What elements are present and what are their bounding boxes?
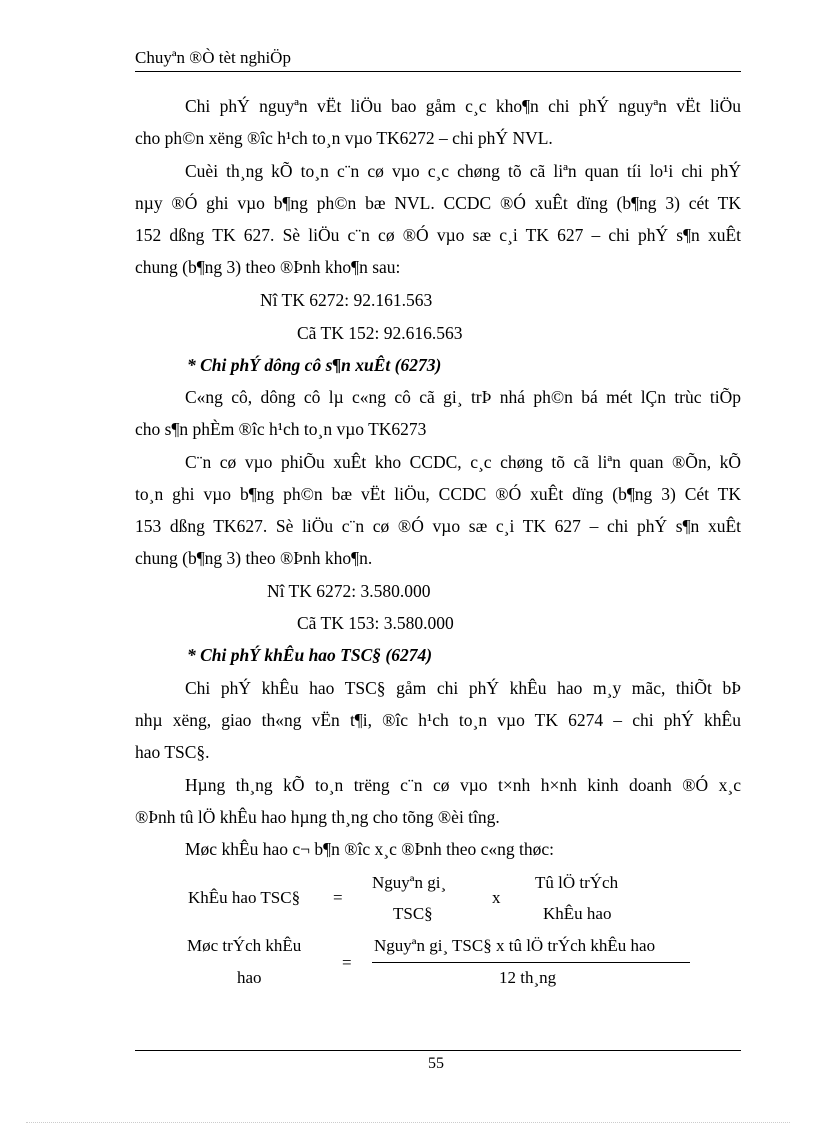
page-number: 55 <box>428 1055 444 1072</box>
fraction-bar <box>372 962 690 963</box>
paragraph-line: nµy ®Ó ghi vµo b¶ng ph©n bæ NVL. CCDC ®Ó xuÊt dïng (b¶ng 3) cét TK <box>135 193 741 213</box>
section-heading: * Chi phÝ khÊu hao TSC§ (6274) <box>187 645 433 665</box>
formula-times: x <box>492 888 501 907</box>
paragraph-line: Hµng th¸ng kÕ to¸n trëng c¨n cø vµo t×nh h×nh kinh doanh ®Ó x¸c <box>185 775 741 795</box>
formula-lhs: KhÊu hao TSC§ <box>188 888 301 907</box>
formula-denominator: TSC§ <box>393 904 433 923</box>
formula-lhs: Møc trÝch khÊu <box>187 936 302 955</box>
formula-numerator: Tû lÖ trÝch <box>535 873 619 892</box>
journal-entry-credit: Cã TK 152: 92.616.563 <box>297 323 463 343</box>
formula-equals: = <box>342 953 352 972</box>
paragraph-line: cho ph©n xëng ®îc h¹ch to¸n vµo TK6272 – chi phÝ NVL. <box>135 128 553 148</box>
formula-denominator: KhÊu hao <box>543 904 612 923</box>
paragraph-line: Chi phÝ khÊu hao TSC§ gåm chi phÝ khÊu hao m¸y mãc, thiÕt bÞ <box>185 678 741 698</box>
paragraph-line: Chi phÝ nguyªn vËt liÖu bao gåm c¸c kho¶n chi phÝ nguyªn vËt liÖu <box>185 96 741 116</box>
paragraph-line: cho s¶n phÈm ®îc h¹ch to¸n vµo TK6273 <box>135 419 427 439</box>
paragraph-line: chung (b¶ng 3) theo ®Þnh kho¶n sau: <box>135 257 401 277</box>
paragraph-line: ®Þnh tû lÖ khÊu hao hµng th¸ng cho tõng ®èi tîng. <box>135 807 500 827</box>
paragraph-line: Møc khÊu hao c¬ b¶n ®îc x¸c ®Þnh theo c«ng thøc: <box>185 839 555 859</box>
formula-numerator: Nguyªn gi¸ <box>372 873 447 892</box>
paragraph-line: C«ng cô, dông cô lµ c«ng cô cã gi¸ trÞ nhá ph©n bá mét lÇn trùc tiÕp <box>185 387 741 407</box>
journal-entry-debit: Nî TK 6272: 92.161.563 <box>260 290 433 310</box>
paragraph-line: 152 dßng TK 627. Sè liÖu c¨n cø ®Ó vµo sæ c¸i TK 627 – chi phÝ s¶n xuÊt <box>135 225 741 245</box>
journal-entry-debit: Nî TK 6272: 3.580.000 <box>267 581 431 601</box>
journal-entry-credit: Cã TK 153: 3.580.000 <box>297 613 454 633</box>
paragraph-line: C¨n cø vµo phiÕu xuÊt kho CCDC, c¸c chøng tõ cã liªn quan ®Õn, kÕ <box>185 452 741 472</box>
formula-denominator: 12 th¸ng <box>499 968 557 987</box>
paragraph-line: to¸n ghi vµo b¶ng ph©n bæ vËt liÖu, CCDC ®Ó xuÊt dïng (b¶ng 3) Cét TK <box>135 484 741 504</box>
paragraph-line: Cuèi th¸ng kÕ to¸n c¨n cø vµo c¸c chøng tõ cã liªn quan tíi lo¹i chi phÝ <box>185 161 741 181</box>
paragraph-line: chung (b¶ng 3) theo ®Þnh kho¶n. <box>135 548 373 568</box>
formula-numerator: Nguyªn gi¸ TSC§ x tû lÖ trÝch khÊu hao <box>374 936 656 955</box>
formula-lhs: hao <box>237 968 262 987</box>
footer-divider <box>135 1050 741 1051</box>
page-header: Chuyªn ®Ò tèt nghiÖp <box>135 48 291 67</box>
header-divider <box>135 71 741 72</box>
formula-equals: = <box>333 888 343 907</box>
paragraph-line: 153 dßng TK627. Sè liÖu c¨n cø ®Ó vµo sæ c¸i TK 627 – chi phÝ s¶n xuÊt <box>135 516 741 536</box>
paragraph-line: nhµ xëng, giao th«ng vËn t¶i, ®îc h¹ch to¸n vµo TK 6274 – chi phÝ khÊu <box>135 710 741 730</box>
paragraph-line: hao TSC§. <box>135 742 210 762</box>
section-heading: * Chi phÝ dông cô s¶n xuÊt (6273) <box>187 355 442 375</box>
